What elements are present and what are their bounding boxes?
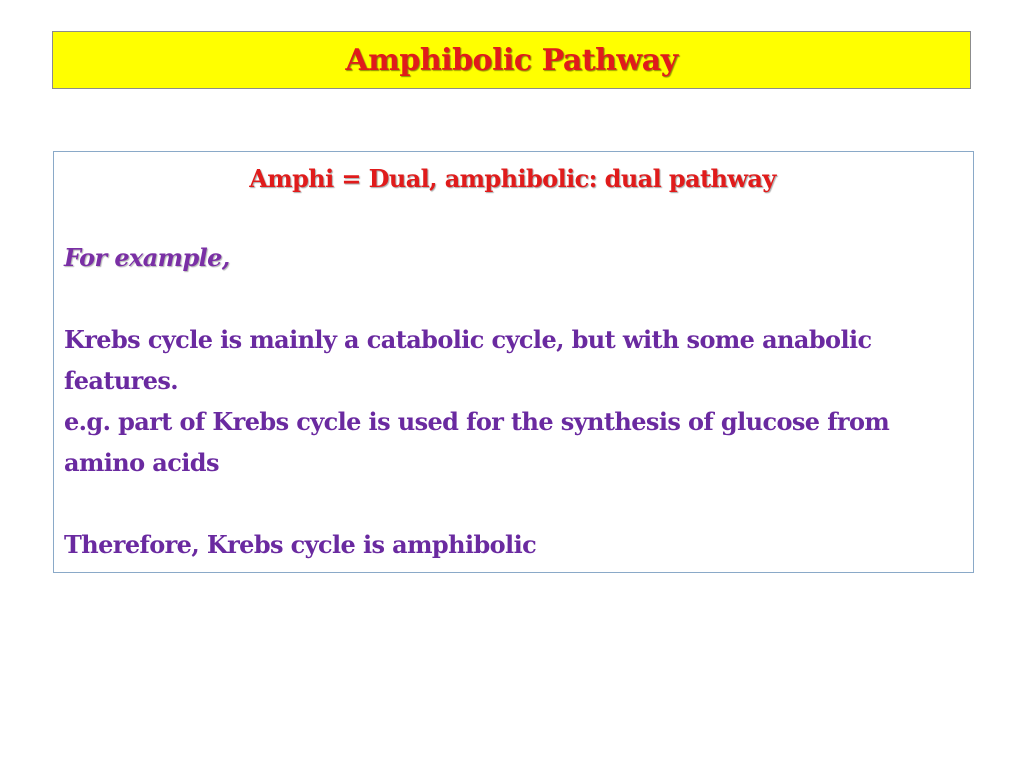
conclusion-paragraph: Therefore, Krebs cycle is amphibolic xyxy=(64,530,537,559)
title-banner xyxy=(52,31,971,89)
definition-line: Amphi = Dual, amphibolic: dual pathway xyxy=(249,164,776,193)
krebs-glucose-paragraph: e.g. part of Krebs cycle is used for the synthesis of glucose from amino acids xyxy=(64,407,890,477)
example-label: For example, xyxy=(64,243,230,272)
slide-title: Amphibolic Pathway xyxy=(345,42,678,78)
content-panel xyxy=(53,151,974,573)
krebs-catabolic-paragraph: Krebs cycle is mainly a catabolic cycle, but with some anabolic features. xyxy=(64,325,872,395)
